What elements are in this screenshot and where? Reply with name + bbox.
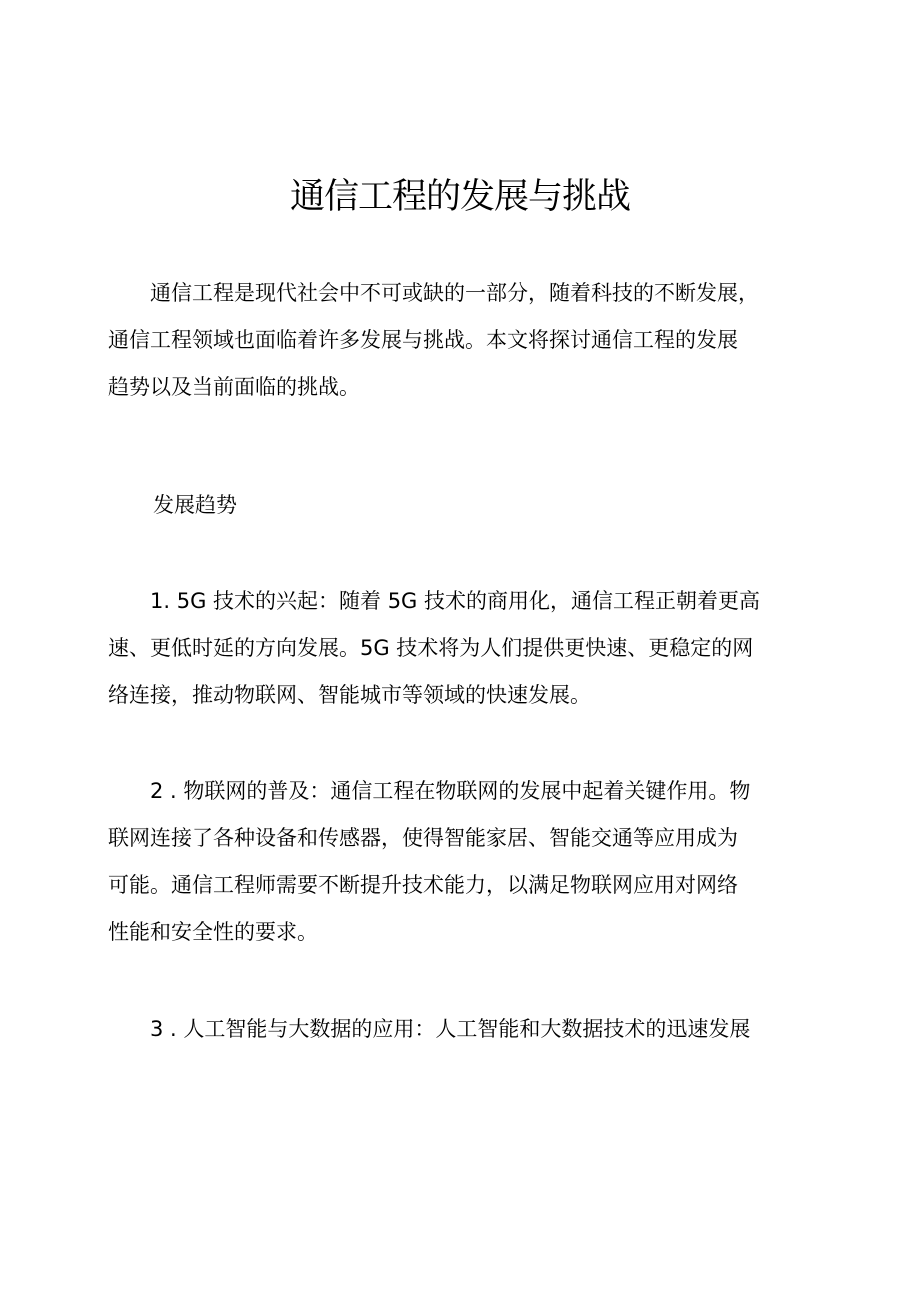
item-line: 性能和安全性的要求。 xyxy=(108,920,318,944)
item-3-paragraph xyxy=(108,1006,750,1053)
item-line: 络连接，推动物联网、智能城市等领域的快速发展。 xyxy=(108,683,591,707)
item-line: 联网连接了各种设备和传感器，使得智能家居、智能交通等应用成为 xyxy=(108,826,738,850)
item-1-paragraph xyxy=(108,578,760,719)
document-title: 通信工程的发展与挑战 xyxy=(289,177,630,217)
item-line: 可能。通信工程师需要不断提升技术能力，以满足物联网应用对网络 xyxy=(108,873,738,897)
section-heading: 发展趋势 xyxy=(153,493,237,517)
item-2-paragraph xyxy=(108,768,750,956)
item-line: 速、更低时延的方向发展。5G 技术将为人们提供更快速、更稳定的网 xyxy=(108,636,754,660)
intro-line: 趋势以及当前面临的挑战。 xyxy=(108,375,360,399)
item-line: 2 . 物联网的普及：通信工程在物联网的发展中起着关键作用。物 xyxy=(108,779,751,803)
intro-line: 通信工程是现代社会中不可或缺的一部分，随着科技的不断发展， xyxy=(108,281,759,305)
intro-paragraph xyxy=(108,270,759,411)
intro-line: 通信工程领域也面临着许多发展与挑战。本文将探讨通信工程的发展 xyxy=(108,328,738,352)
item-line: 3 . 人工智能与大数据的应用：人工智能和大数据技术的迅速发展 xyxy=(108,1017,751,1041)
item-line: 1. 5G 技术的兴起：随着 5G 技术的商用化，通信工程正朝着更高 xyxy=(108,589,761,613)
